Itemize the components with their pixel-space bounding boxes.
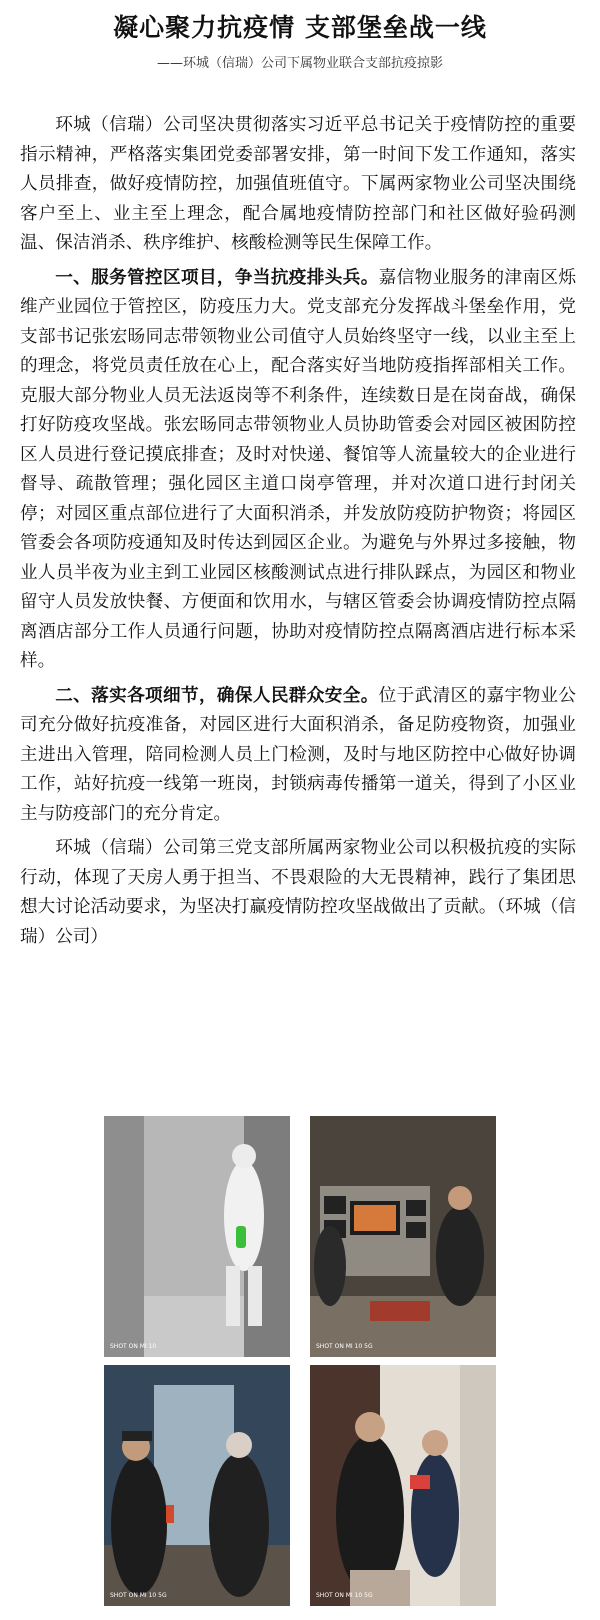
photo-watermark: SHOT ON MI 10 5G bbox=[316, 1592, 373, 1599]
photo-doorway-illustration bbox=[104, 1365, 290, 1606]
paragraph-intro bbox=[20, 110, 576, 259]
paragraph-text: 位于武清区的嘉宇物业公司充分做好抗疫准备，对园区进行大面积消杀，备足防疫物资，加强业主进出入管理，陪同检测人员上门检测，及时与地区防控中心做好协调工作，站好抗疫一线第一班岗，封锁病毒传播第一道关，得到了小区业主与防疫部门的充分肯定。 bbox=[20, 685, 576, 824]
article-title: 凝心聚力抗疫情 支部堡垒战一线 bbox=[113, 13, 487, 42]
paragraph-text: 环城（信瑞）公司第三党支部所属两家物业公司以积极抗疫的实际行动，体现了天房人勇于担当、不畏艰险的大无畏精神，践行了集团思想大讨论活动要求，为坚决打赢疫情防控攻坚战做出了贡献。（环城（信瑞）公司） bbox=[20, 838, 576, 947]
paragraph-text: 环城（信瑞）公司坚决贯彻落实习近平总书记关于疫情防控的重要指示精神，严格落实集团党委部署安排，第一时间下发工作通知，落实人员排查，做好疫情防控，加强值班值守。下属两家物业公司坚决围绕客户至上、业主至上理念，配合属地疫情防控部门和社区做好验码测温、保洁消杀、秩序维护、核酸检测等民生保障工作。 bbox=[20, 115, 576, 253]
article-body bbox=[20, 110, 576, 956]
photo-delivery-illustration bbox=[310, 1365, 496, 1606]
photo-doorway-handover bbox=[104, 1365, 290, 1606]
paragraph-conclusion bbox=[20, 833, 576, 952]
paragraph-lead: 二、落实各项细节，确保人民群众安全。 bbox=[55, 684, 379, 706]
photo-watermark: SHOT ON MI 10 5G bbox=[110, 1592, 167, 1599]
photo-watermark: SHOT ON MI 10 5G bbox=[316, 1343, 373, 1350]
paragraph-section-2 bbox=[20, 681, 576, 830]
article-subtitle: ——环城（信瑞）公司下属物业联合支部抗疫掠影 bbox=[156, 56, 443, 71]
photo-elevator-illustration bbox=[104, 1116, 290, 1357]
paragraph-text: 嘉信物业服务的津南区烁维产业园位于管控区，防疫压力大。党支部充分发挥战斗堡垒作用，党支部书记张宏旸同志带领物业公司值守人员始终坚守一线，以业主至上的理念，将党员责任放在心上，配合落实好当地防疫指挥部相关工作。克服大部分物业人员无法返岗等不利条件，连续数日是在岗奋战，确保打好防疫攻坚战。张宏旸同志带领物业人员协助管委会对园区被困防控区人员进行登记摸底排查；及时对快递、餐馆等人流量较大的企业进行督导、疏散管理；强化园区主道口岗亭管理，并对次道口进行封闭关停；对园区重点部位进行了大面积消杀，并发放防疫防护物资；将园区管委会各项防疫通知及时传达到园区企业。为避免与外界过多接触，物业人员半夜为业主到工业园区核酸测试点进行排队踩点，为园区和物业留守人员发放快餐、方便面和饮用水，与辖区管委会协调疫情防控点隔离酒店部分工作人员通行问题，协助对疫情防控点隔离酒店进行标本采样。 bbox=[20, 267, 576, 671]
photo-control-room bbox=[310, 1116, 496, 1357]
photo-control-room-illustration bbox=[310, 1116, 496, 1357]
paragraph-section-1 bbox=[20, 263, 576, 677]
photo-supply-delivery bbox=[310, 1365, 496, 1606]
photo-watermark: SHOT ON MI 10 bbox=[110, 1343, 157, 1350]
photo-elevator-disinfection bbox=[104, 1116, 290, 1357]
paragraph-lead: 一、服务管控区项目，争当抗疫排头兵。 bbox=[55, 266, 379, 288]
photo-grid bbox=[104, 1116, 496, 1606]
